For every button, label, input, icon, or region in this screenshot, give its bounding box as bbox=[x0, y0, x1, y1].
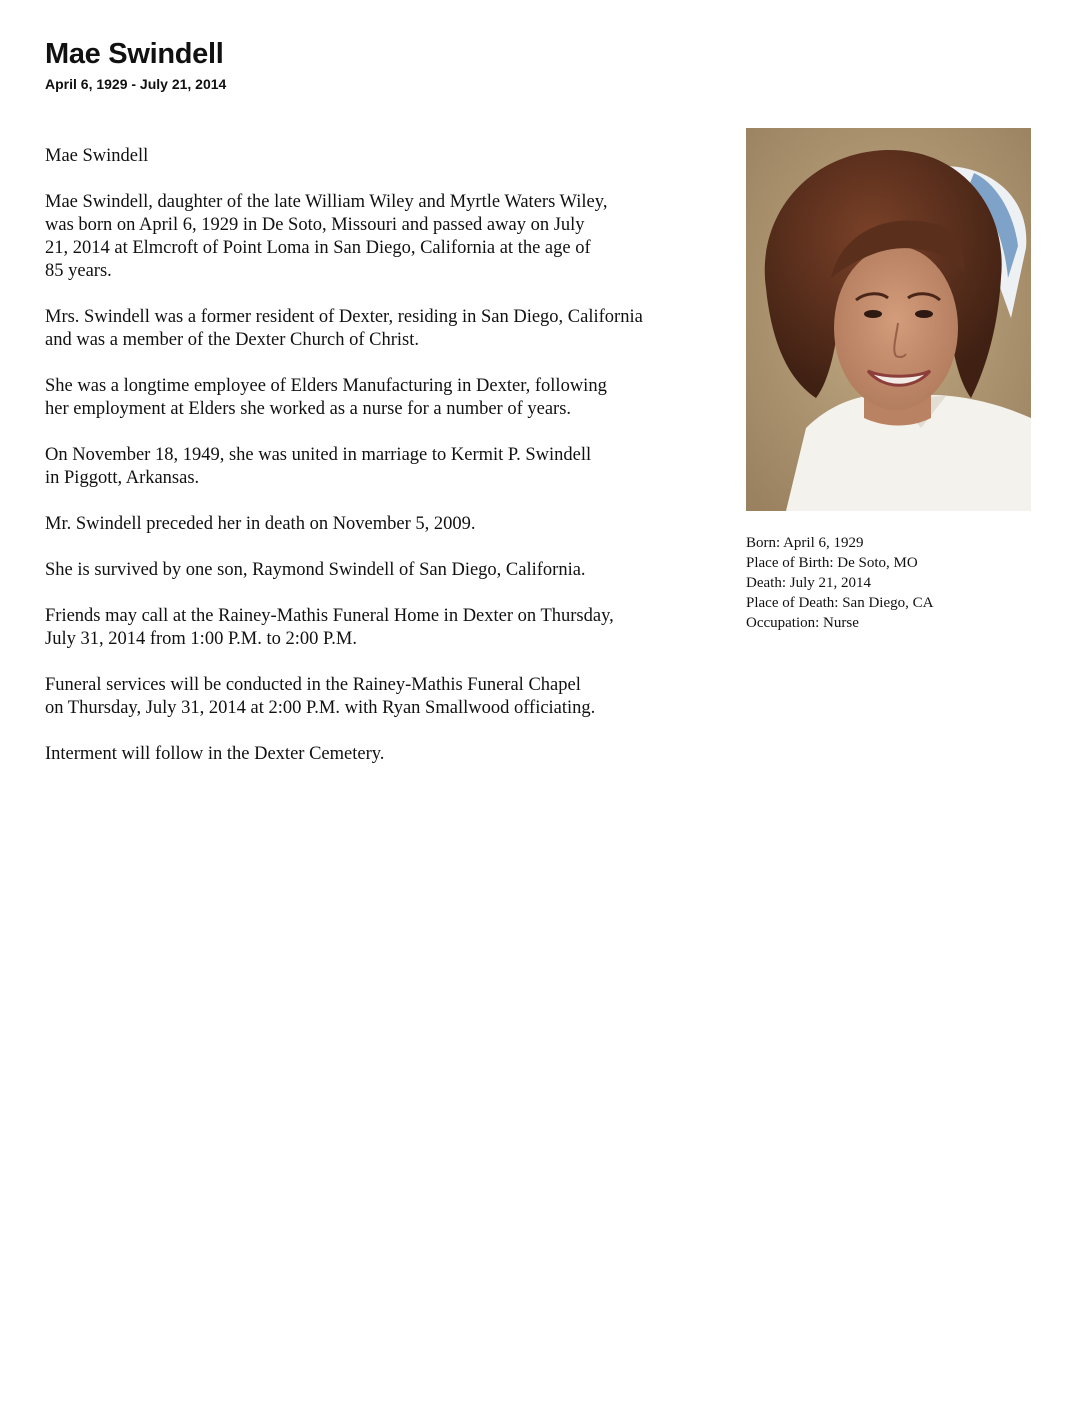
obituary-paragraph: Funeral services will be conducted in the Rainey-Mathis Funeral Chapel on Thursday, July 31, 2014 at 2:00 P.M. with Ryan Smallwood officiating. bbox=[45, 675, 596, 718]
born-date: Born: April 6, 1929 bbox=[746, 535, 864, 551]
obituary-paragraph: On November 18, 1949, she was united in marriage to Kermit P. Swindell in Piggott, Arkansas. bbox=[45, 445, 592, 488]
obituary-paragraph: Mae Swindell, daughter of the late William Wiley and Myrtle Waters Wiley, was born on April 6, 1929 in De Soto, Missouri and passed away on July 21, 2014 at Elmcroft of Point Loma in San Diego, California at the age of 85 years. bbox=[45, 192, 608, 281]
portrait-image bbox=[746, 128, 1031, 511]
life-dates: April 6, 1929 - July 21, 2014 bbox=[45, 76, 227, 92]
right-eye bbox=[915, 310, 933, 318]
obituary-text bbox=[45, 145, 745, 789]
obituary-header bbox=[45, 36, 226, 94]
obituary-paragraph: She is survived by one son, Raymond Swindell of San Diego, California. bbox=[45, 560, 586, 580]
place-of-death: Place of Death: San Diego, CA bbox=[746, 595, 934, 611]
obituary-paragraph: Mrs. Swindell was a former resident of Dexter, residing in San Diego, California and was a member of the Dexter Church of Christ. bbox=[45, 307, 643, 350]
obituary-paragraph: She was a longtime employee of Elders Manufacturing in Dexter, following her employment at Elders she worked as a nurse for a number of years. bbox=[45, 376, 607, 419]
death-date: Death: July 21, 2014 bbox=[746, 575, 871, 591]
obituary-paragraph: Interment will follow in the Dexter Cemetery. bbox=[45, 744, 385, 764]
page-title: Mae Swindell bbox=[45, 38, 224, 70]
left-eye bbox=[864, 310, 882, 318]
vital-facts bbox=[746, 533, 933, 633]
occupation: Occupation: Nurse bbox=[746, 615, 859, 631]
obituary-paragraph: Mr. Swindell preceded her in death on November 5, 2009. bbox=[45, 514, 476, 534]
obituary-paragraph: Mae Swindell bbox=[45, 146, 149, 166]
obituary-paragraph: Friends may call at the Rainey-Mathis Funeral Home in Dexter on Thursday, July 31, 2014 from 1:00 P.M. to 2:00 P.M. bbox=[45, 606, 614, 649]
portrait-photo bbox=[746, 128, 1031, 511]
place-of-birth: Place of Birth: De Soto, MO bbox=[746, 555, 918, 571]
